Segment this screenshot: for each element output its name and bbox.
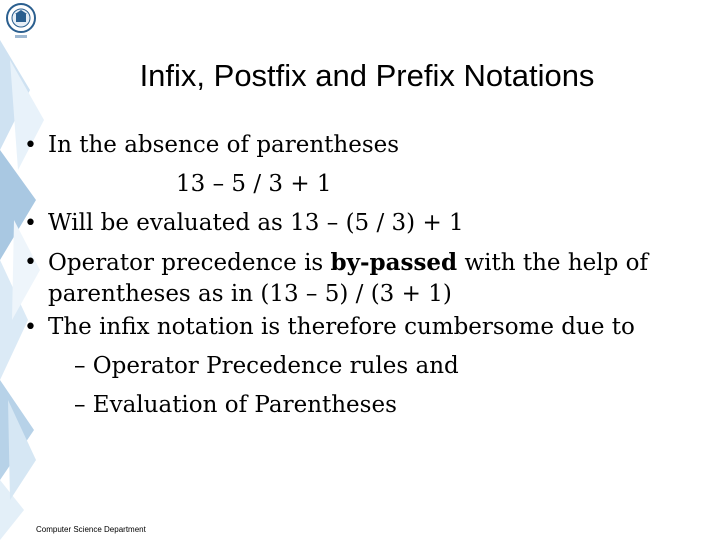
footer-text: Computer Science Department — [36, 525, 146, 534]
bullet-dot-icon: • — [24, 315, 37, 340]
bullet-item — [24, 243, 704, 308]
expression: 13 – 5 / 3 + 1 — [176, 171, 332, 197]
bullet-dot-icon: • — [24, 133, 37, 158]
university-seal-icon — [2, 2, 40, 42]
bullet-text: The infix notation is therefore cumbersome due to — [48, 314, 635, 340]
emphasis-text: by-passed — [330, 249, 458, 276]
bullet-continuation: parentheses as in (13 – 5) / (3 + 1) — [48, 281, 452, 307]
bullet-text: Will be evaluated as 13 – (5 / 3) + 1 — [48, 210, 464, 236]
sub-bullet: – Evaluation of Parentheses — [74, 392, 397, 418]
bullet-item — [24, 308, 704, 425]
bullet-text: In the absence of parentheses — [48, 132, 400, 158]
sub-bullet: – Operator Precedence rules and — [74, 353, 459, 379]
bullet-text-part: with the help of — [457, 250, 649, 276]
bullet-text — [48, 243, 704, 283]
bullet-dot-icon: • — [24, 211, 37, 236]
bullet-item — [24, 204, 704, 243]
bullet-dot-icon: • — [24, 250, 37, 275]
bullet-item — [24, 126, 704, 204]
bullet-list — [24, 126, 704, 425]
slide-title: Infix, Postfix and Prefix Notations — [139, 58, 595, 93]
bullet-text-part: Operator precedence is — [48, 250, 331, 276]
